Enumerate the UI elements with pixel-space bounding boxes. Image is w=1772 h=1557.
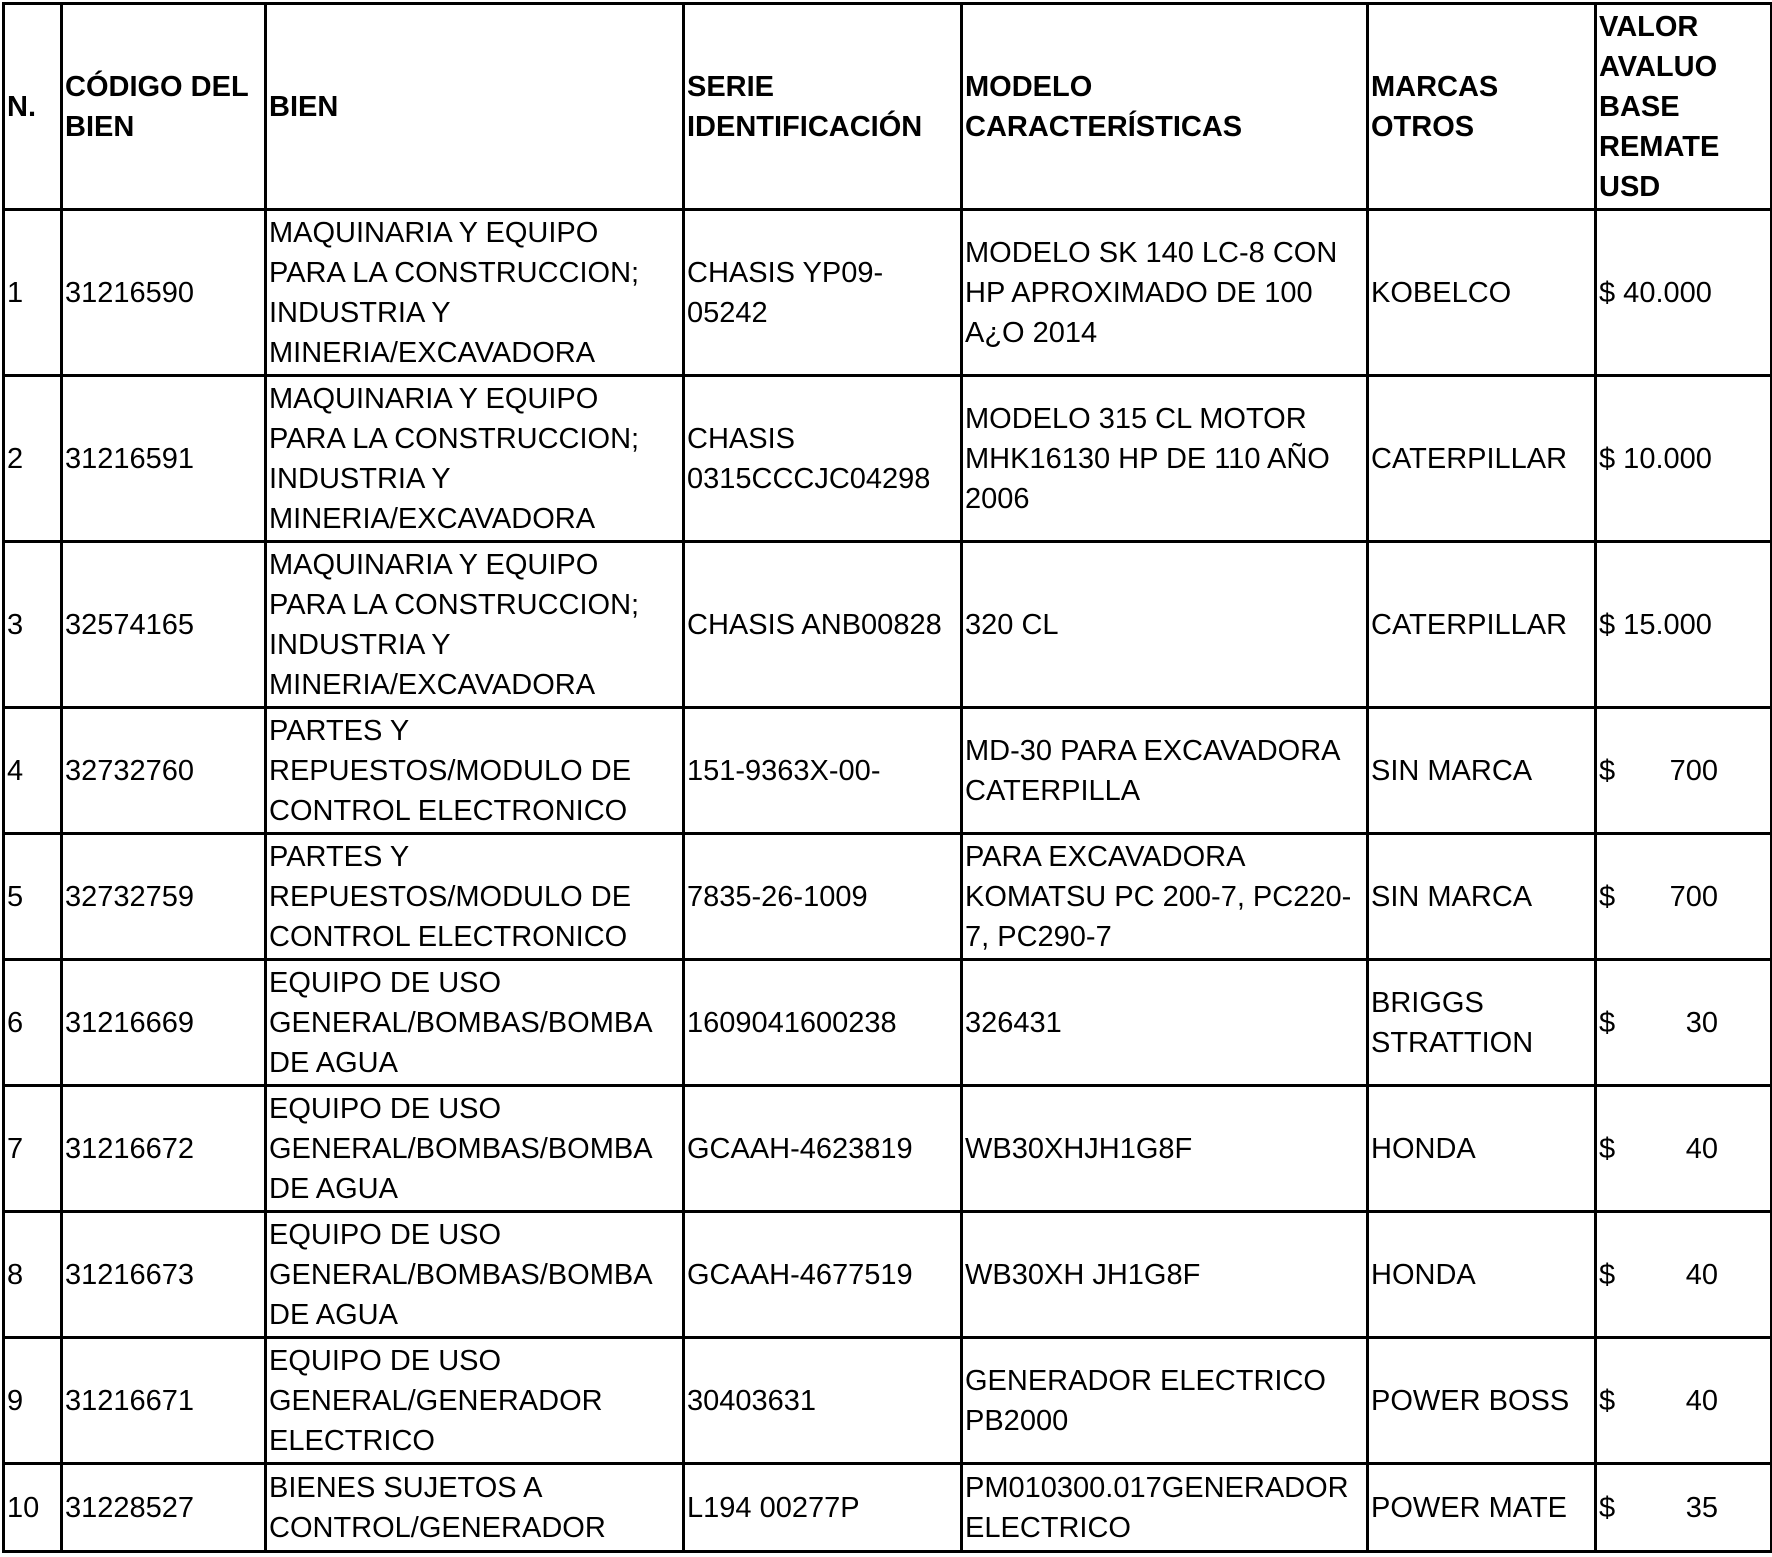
- cell-codigo: 31216591: [62, 376, 266, 542]
- valor-text: $ 15.000: [1599, 608, 1712, 641]
- cell-marcas: HONDA: [1368, 1212, 1596, 1338]
- header-serie: SERIE IDENTIFICACIÓN: [684, 4, 962, 210]
- currency-symbol: $: [1599, 1491, 1616, 1524]
- table-row: [4, 708, 1772, 834]
- valor-amount: 35: [1685, 1491, 1718, 1524]
- cell-codigo: 31216669: [62, 960, 266, 1086]
- cell-serie: 7835-26-1009: [684, 834, 962, 960]
- header-marcas: MARCAS OTROS: [1368, 4, 1596, 210]
- cell-modelo: MODELO SK 140 LC-8 CON HP APROXIMADO DE 100 A¿O 2014: [962, 210, 1368, 376]
- cell-codigo: 31216673: [62, 1212, 266, 1338]
- cell-codigo: 31228527: [62, 1464, 266, 1552]
- cell-valor: [1596, 1086, 1772, 1212]
- cell-serie: 1609041600238: [684, 960, 962, 1086]
- header-codigo: CÓDIGO DEL BIEN: [62, 4, 266, 210]
- table-row: [4, 1338, 1772, 1464]
- cell-valor: [1596, 960, 1772, 1086]
- cell-n: 4: [4, 708, 62, 834]
- cell-valor: [1596, 1464, 1772, 1552]
- cell-codigo: 32574165: [62, 542, 266, 708]
- cell-n: 10: [4, 1464, 62, 1552]
- valor-amount: 40: [1685, 1384, 1718, 1417]
- cell-codigo: 31216590: [62, 210, 266, 376]
- cell-codigo: 32732760: [62, 708, 266, 834]
- cell-marcas: CATERPILLAR: [1368, 376, 1596, 542]
- cell-marcas: POWER MATE: [1368, 1464, 1596, 1552]
- valor-amount: 700: [1669, 880, 1718, 913]
- table-row: [4, 210, 1772, 376]
- cell-modelo: PM010300.017GENERADOR ELECTRICO: [962, 1464, 1368, 1552]
- valor-text: $ 10.000: [1599, 442, 1712, 475]
- cell-marcas: CATERPILLAR: [1368, 542, 1596, 708]
- cell-bien: EQUIPO DE USO GENERAL/GENERADOR ELECTRICO: [266, 1338, 684, 1464]
- auction-items-table: [2, 2, 1772, 1553]
- cell-bien: MAQUINARIA Y EQUIPO PARA LA CONSTRUCCION; INDUSTRIA Y MINERIA/EXCAVADORA: [266, 542, 684, 708]
- cell-n: 8: [4, 1212, 62, 1338]
- table-header-row: [4, 4, 1772, 210]
- cell-bien: EQUIPO DE USO GENERAL/BOMBAS/BOMBA DE AGUA: [266, 1086, 684, 1212]
- cell-codigo: 31216672: [62, 1086, 266, 1212]
- cell-valor: [1596, 376, 1772, 542]
- cell-marcas: KOBELCO: [1368, 210, 1596, 376]
- cell-n: 6: [4, 960, 62, 1086]
- valor-amount: 30: [1685, 1006, 1718, 1039]
- cell-n: 7: [4, 1086, 62, 1212]
- currency-symbol: $: [1599, 754, 1616, 787]
- cell-n: 5: [4, 834, 62, 960]
- cell-valor: [1596, 1212, 1772, 1338]
- cell-serie: GCAAH-4623819: [684, 1086, 962, 1212]
- cell-serie: CHASIS 0315CCCJC04298: [684, 376, 962, 542]
- currency-symbol: $: [1599, 1384, 1616, 1417]
- cell-serie: CHASIS ANB00828: [684, 542, 962, 708]
- table-row: [4, 834, 1772, 960]
- cell-n: 1: [4, 210, 62, 376]
- cell-n: 9: [4, 1338, 62, 1464]
- currency-symbol: $: [1599, 1132, 1616, 1165]
- cell-bien: MAQUINARIA Y EQUIPO PARA LA CONSTRUCCION; INDUSTRIA Y MINERIA/EXCAVADORA: [266, 210, 684, 376]
- cell-bien: MAQUINARIA Y EQUIPO PARA LA CONSTRUCCION; INDUSTRIA Y MINERIA/EXCAVADORA: [266, 376, 684, 542]
- table-row: [4, 542, 1772, 708]
- valor-amount: 700: [1669, 754, 1718, 787]
- cell-n: 3: [4, 542, 62, 708]
- table-row: [4, 376, 1772, 542]
- cell-bien: EQUIPO DE USO GENERAL/BOMBAS/BOMBA DE AGUA: [266, 960, 684, 1086]
- cell-valor: [1596, 542, 1772, 708]
- cell-modelo: 320 CL: [962, 542, 1368, 708]
- cell-marcas: BRIGGS STRATTION: [1368, 960, 1596, 1086]
- currency-symbol: $: [1599, 1006, 1616, 1039]
- header-bien: BIEN: [266, 4, 684, 210]
- table-row: [4, 1464, 1772, 1552]
- cell-n: 2: [4, 376, 62, 542]
- valor-amount: 40: [1685, 1258, 1718, 1291]
- cell-serie: GCAAH-4677519: [684, 1212, 962, 1338]
- cell-marcas: SIN MARCA: [1368, 708, 1596, 834]
- header-valor: VALOR AVALUO BASE REMATE USD: [1596, 4, 1772, 210]
- currency-symbol: $: [1599, 880, 1616, 913]
- cell-serie: CHASIS YP09-05242: [684, 210, 962, 376]
- cell-modelo: WB30XHJH1G8F: [962, 1086, 1368, 1212]
- cell-valor: [1596, 210, 1772, 376]
- table-row: [4, 960, 1772, 1086]
- cell-serie: L194 00277P: [684, 1464, 962, 1552]
- cell-valor: [1596, 834, 1772, 960]
- cell-modelo: GENERADOR ELECTRICO PB2000: [962, 1338, 1368, 1464]
- cell-serie: 30403631: [684, 1338, 962, 1464]
- cell-bien: BIENES SUJETOS A CONTROL/GENERADOR: [266, 1464, 684, 1552]
- cell-modelo: MD-30 PARA EXCAVADORA CATERPILLA: [962, 708, 1368, 834]
- cell-modelo: MODELO 315 CL MOTOR MHK16130 HP DE 110 AÑO 2006: [962, 376, 1368, 542]
- valor-amount: 40: [1685, 1132, 1718, 1165]
- table-row: [4, 1086, 1772, 1212]
- cell-codigo: 32732759: [62, 834, 266, 960]
- header-modelo: MODELO CARACTERÍSTICAS: [962, 4, 1368, 210]
- table-row: [4, 1212, 1772, 1338]
- cell-marcas: SIN MARCA: [1368, 834, 1596, 960]
- valor-text: $ 40.000: [1599, 276, 1712, 309]
- cell-marcas: POWER BOSS: [1368, 1338, 1596, 1464]
- cell-bien: PARTES Y REPUESTOS/MODULO DE CONTROL ELECTRONICO: [266, 834, 684, 960]
- cell-codigo: 31216671: [62, 1338, 266, 1464]
- currency-symbol: $: [1599, 1258, 1616, 1291]
- cell-bien: PARTES Y REPUESTOS/MODULO DE CONTROL ELECTRONICO: [266, 708, 684, 834]
- cell-modelo: 326431: [962, 960, 1368, 1086]
- cell-valor: [1596, 708, 1772, 834]
- cell-marcas: HONDA: [1368, 1086, 1596, 1212]
- cell-modelo: WB30XH JH1G8F: [962, 1212, 1368, 1338]
- cell-modelo: PARA EXCAVADORA KOMATSU PC 200-7, PC220-7, PC290-7: [962, 834, 1368, 960]
- cell-valor: [1596, 1338, 1772, 1464]
- cell-serie: 151-9363X-00-: [684, 708, 962, 834]
- cell-bien: EQUIPO DE USO GENERAL/BOMBAS/BOMBA DE AGUA: [266, 1212, 684, 1338]
- header-n: N.: [4, 4, 62, 210]
